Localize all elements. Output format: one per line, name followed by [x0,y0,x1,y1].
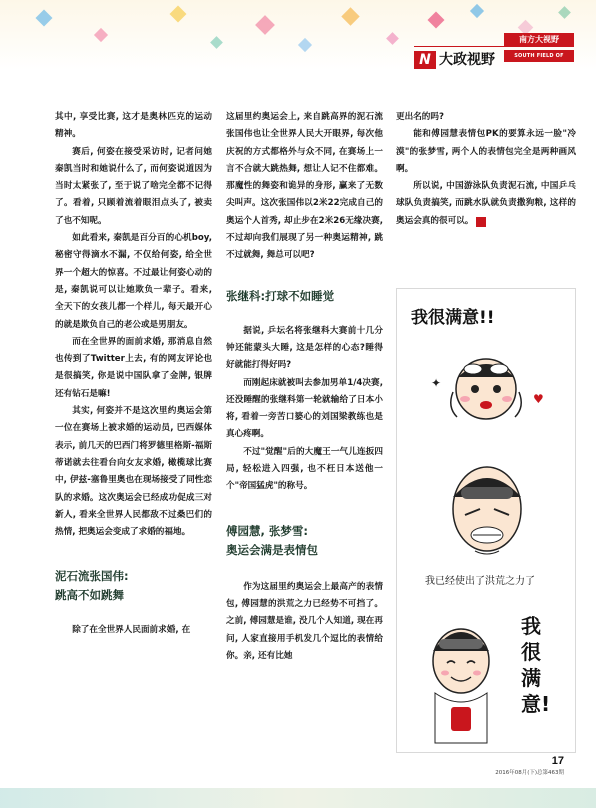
issue-date: 2016年08月(下)总第463期 [495,770,564,776]
masthead-title: 大政视野 [439,52,495,68]
emoji-sticker-panel [396,288,576,753]
paragraph: 能和傅园慧表情包PK的要算永远一脸"冷漠"的张梦雪, 两个人的表情包完全是两种画风啊。 [396,129,576,174]
masthead-subtitle: SOUTH FIELD OF VISION [504,50,574,62]
paragraph: 除了在全世界人民面前求婚, 在 [72,625,191,636]
sticker-face-icon [425,457,575,572]
paragraph: 其实, 何姿并不是这次里约奥运会第一位在赛场上被求婚的运动员, 巴西媒体表示, 前几天的巴西门将罗德里格斯-福斯蒂诺就去往看台向女友求婚, 橄榄球比赛中, 伊兹-塞鲁里奥也在现场接受了同性恋队的求婚。这次奥运会已经成功促成三对新人, 看来全世界人民都敌不过桑巴们的热情, 把奥运会变成了求婚的福地。 [55,406,212,538]
paragraph [396,178,576,230]
paragraph: 作为这届里约奥运会上最高产的表情包, 傅园慧的洪荒之力已经势不可挡了。之前, 傅园慧是谁, 没几个人知道, 现在再问, 人家直接用手机发几个逗比的表情给你。亲, 还有比她 [226,581,383,661]
paragraph: 赛后, 何姿在接受采访时, 记者问她秦凯当时和她说什么了, 而何姿说道因为当时太紧张了, 至于说了啥完全都不记得了。看着, 只顾着流着眼泪点头了, 被卖了也不知呢。 [55,146,212,226]
paragraph: 其中, 享受比赛, 这才是奥林匹克的运动精神。 [55,112,212,140]
section-heading-zhang-jike: 张继科:打球不如睡觉 [226,288,335,303]
section-masthead [414,35,574,74]
article-column-1 [55,109,212,640]
paragraph: 据说, 乒坛名将张继科大赛前十几分钟还能蒙头大睡, 这是怎样的心态?睡得好就能打得好吗? [226,325,383,371]
heading-line: 泥石流张国伟: [55,569,129,584]
page-number: 17 [551,755,564,767]
svg-text:✦: ✦ [431,376,442,390]
paragraph-text: 所以说, 中国游泳队负责泥石流, 中国乒乓球队负责搞笑, 而跳水队就负责撒狗粮, 这样的奥运会真的很可以。 [396,181,576,226]
paragraph: 如此看来, 秦凯是百分百的心机boy,秘密守得滴水不漏, 不仅给何姿, 给全世界一个超大的惊喜。不过最让何姿心动的是, 秦凯说可以让她欺负一辈子。看来, 全天下的女孩儿都一个样儿, 每天最开心的就是欺负自己的老公或是男朋友。 [55,233,212,330]
sticker-caption: 我已经使出了洪荒之力了 [425,576,535,587]
sticker-fu-yuanhui-3 [415,611,575,751]
section-heading-fu-yuanhui [226,522,383,560]
end-mark-icon: N [476,217,486,227]
section-heading-zhang-guowei [55,567,212,605]
paragraph: 更出名的吗? [396,112,444,122]
heading-line: 傅园慧, 张梦雪: [226,523,308,538]
footer-decoration [0,788,596,808]
heading-line: 跳高不如跳舞 [55,588,124,603]
paragraph: 不过"觉醒"后的大魔王一气儿连扳四局, 轻松进入四强, 也不枉日本送他一个"帝国猛虎"的称号。 [226,446,383,492]
sticker-fu-yuanhui-1 [411,307,561,427]
sticker-face-icon [411,307,561,427]
masthead-logo: N [414,51,436,69]
paragraph: 这届里约奥运会上, 来自跳高界的泥石流张国伟也让全世界人民大开眼界, 每次他庆祝的方式都格外与众不同, 在赛场上一言不合就大跳热舞, 想让人记不住都难。那魔性的舞姿和诡异的身形, 赢来了无数尖叫声。这次张国伟以2米22完成自己的奥运个人首秀, 却止步在2米26无缘决赛, 不过却向我们展现了另一种奥运精神, 跳不过就舞, 舞总可以吧? [226,112,383,261]
paragraph: 而在全世界的面前求婚, 那消息自然也传到了Twitter上去, 有的网友评论也是很搞笑, 你是说中国队拿了金牌, 银牌还有钻石是嘛! [55,336,212,399]
sticker-fu-yuanhui-2 [425,457,575,592]
sticker-face-icon [415,611,515,746]
masthead-tag: 南方大视野 [504,33,574,47]
heading-line: 奥运会满是表情包 [226,542,318,557]
article-column-3 [396,109,576,230]
paragraph: 而刚起床就被叫去参加男单1/4决赛, 还没睡醒的张继科第一轮就输给了日本小将, 看着一旁苦口婆心的刘国梁教练也是真心疼啊。 [226,377,383,440]
svg-text:♥: ♥ [533,392,544,406]
sticker-caption: 我很满意!! [411,308,495,328]
article-column-2 [226,109,383,665]
sticker-caption: 我很满意! [521,614,551,716]
